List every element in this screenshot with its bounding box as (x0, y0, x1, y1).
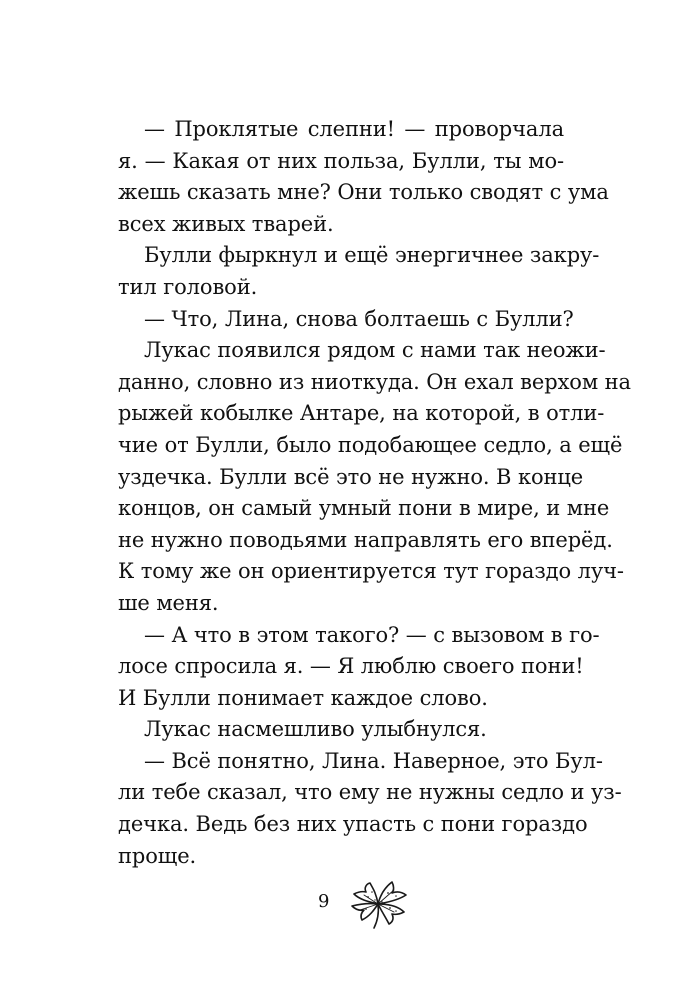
text-line: ше меня. (118, 590, 219, 615)
text-line: я. — Какая от них польза, Булли, ты мо- (118, 148, 564, 173)
text-line: тил головой. (118, 274, 258, 299)
body-text (118, 114, 631, 872)
text-line: К тому же он ориентируется тут гораздо луч- (118, 559, 624, 584)
text-line: Лукас насмешливо улыбнулся. (144, 717, 487, 742)
text-line: дечка. Ведь без них упасть с пони гораздо (118, 812, 588, 837)
text-line: Булли фыркнул и ещё энергичнее закру- (144, 243, 600, 268)
text-line: чие от Булли, было подобающее седло, а ещё (118, 432, 623, 457)
text-line: — Всё понятно, Лина. Наверное, это Бул- (144, 748, 603, 773)
text-line: И Булли понимает каждое слово. (118, 685, 488, 710)
text-line: уздечка. Булли всё это не нужно. В конце (118, 464, 584, 489)
text-line: жешь сказать мне? Они только сводят с ума (118, 180, 609, 205)
text-line: лосе спросила я. — Я люблю своего пони! (118, 654, 584, 679)
text-line: концов, он самый умный пони в мире, и мне (118, 496, 610, 521)
text-line: данно, словно из ниоткуда. Он ехал верхом на (118, 369, 631, 394)
text-line: Лукас появился рядом с нами так неожи- (144, 338, 606, 363)
page-footer (0, 878, 698, 938)
page-number: 9 (318, 891, 330, 912)
text-line: — А что в этом такого? — с вызовом в го- (144, 622, 600, 647)
clover-icon (348, 878, 412, 930)
text-line: — Проклятые слепни! — проворчала (144, 117, 564, 141)
text-line: проще. (118, 843, 197, 868)
text-line: рыжей кобылке Антаре, на которой, в отли- (118, 401, 605, 426)
text-line: всех живых тварей. (118, 211, 334, 236)
text-line: не нужно поводьями направлять его вперёд. (118, 527, 613, 552)
text-line: ли тебе сказал, что ему не нужны седло и уз- (118, 780, 622, 805)
text-line: — Что, Лина, снова болтаешь с Булли? (144, 306, 574, 331)
